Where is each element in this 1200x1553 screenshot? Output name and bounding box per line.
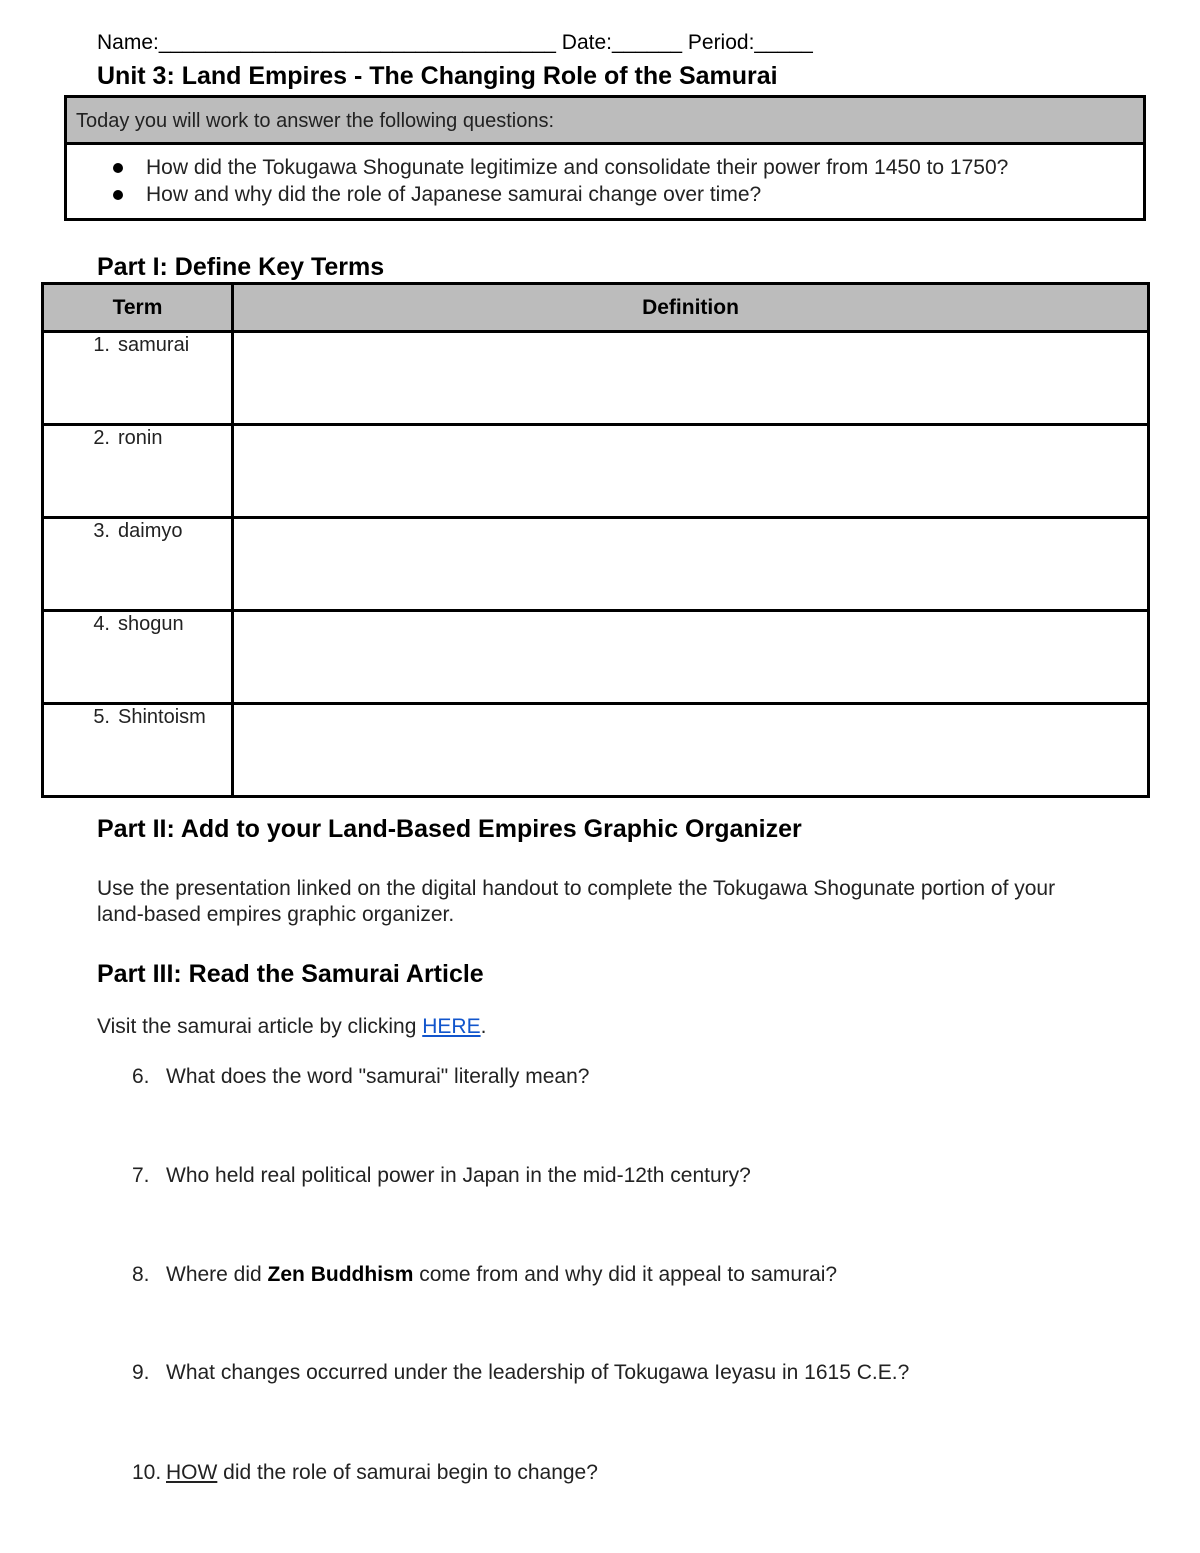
visit-article-line: Visit the samurai article by clicking HERE. <box>97 1015 487 1038</box>
definition-cell[interactable] <box>233 611 1149 704</box>
name-date-period-line: Name:__________________________________ Date:______ Period:_____ <box>97 31 813 54</box>
list-item: How did the Tokugawa Shogunate legitimize and consolidate their power from 1450 to 1750? <box>67 154 1143 181</box>
term-cell: 1. samurai <box>43 332 233 425</box>
term-label: shogun <box>118 613 184 635</box>
guiding-questions-list <box>67 145 1143 208</box>
guiding-questions-heading: Today you will work to answer the following questions: <box>67 98 1143 145</box>
article-link[interactable]: HERE <box>422 1015 481 1038</box>
term-label: Shintoism <box>118 706 206 728</box>
part3-title: Part III: Read the Samurai Article <box>97 960 484 988</box>
table-row <box>43 425 1149 518</box>
question-7: 7. Who held real political power in Japan in the mid-12th century? <box>132 1164 751 1187</box>
part2-instructions: Use the presentation linked on the digital handout to complete the Tokugawa Shogunate portion of your land-based empires graphic organizer. <box>97 877 1056 926</box>
table-row <box>43 704 1149 797</box>
table-row <box>43 611 1149 704</box>
page-title: Unit 3: Land Empires - The Changing Role of the Samurai <box>97 62 778 90</box>
bullet-icon <box>113 190 123 200</box>
bullet-icon <box>113 163 123 173</box>
table-row <box>43 518 1149 611</box>
term-cell: 5. Shintoism <box>43 704 233 797</box>
definition-cell[interactable] <box>233 332 1149 425</box>
part2-title: Part II: Add to your Land-Based Empires Graphic Organizer <box>97 815 802 843</box>
term-label: daimyo <box>118 520 183 542</box>
question-8: 8. Where did Zen Buddhism come from and why did it appeal to samurai? <box>132 1263 838 1286</box>
zen-buddhism-term: Zen Buddhism <box>267 1263 414 1286</box>
table-row <box>43 332 1149 425</box>
guiding-questions-box <box>64 95 1146 221</box>
list-item: How and why did the role of Japanese samurai change over time? <box>67 181 1143 208</box>
question-10: 10. HOW did the role of samurai begin to change? <box>132 1461 598 1484</box>
term-cell: 4. shogun <box>43 611 233 704</box>
how-emphasis: HOW <box>166 1461 218 1484</box>
term-label: samurai <box>118 334 190 356</box>
term-label: ronin <box>118 427 163 449</box>
question-9: 9. What changes occurred under the leadership of Tokugawa Ieyasu in 1615 C.E.? <box>132 1361 910 1384</box>
key-terms-table <box>41 282 1150 798</box>
part1-title: Part I: Define Key Terms <box>97 253 385 281</box>
definition-cell[interactable] <box>233 518 1149 611</box>
definition-column-header: Definition <box>233 284 1149 332</box>
question-6: 6. What does the word "samurai" literally mean? <box>132 1065 590 1088</box>
term-cell: 2. ronin <box>43 425 233 518</box>
definition-cell[interactable] <box>233 425 1149 518</box>
term-column-header: Term <box>43 284 233 332</box>
definition-cell[interactable] <box>233 704 1149 797</box>
term-cell: 3. daimyo <box>43 518 233 611</box>
